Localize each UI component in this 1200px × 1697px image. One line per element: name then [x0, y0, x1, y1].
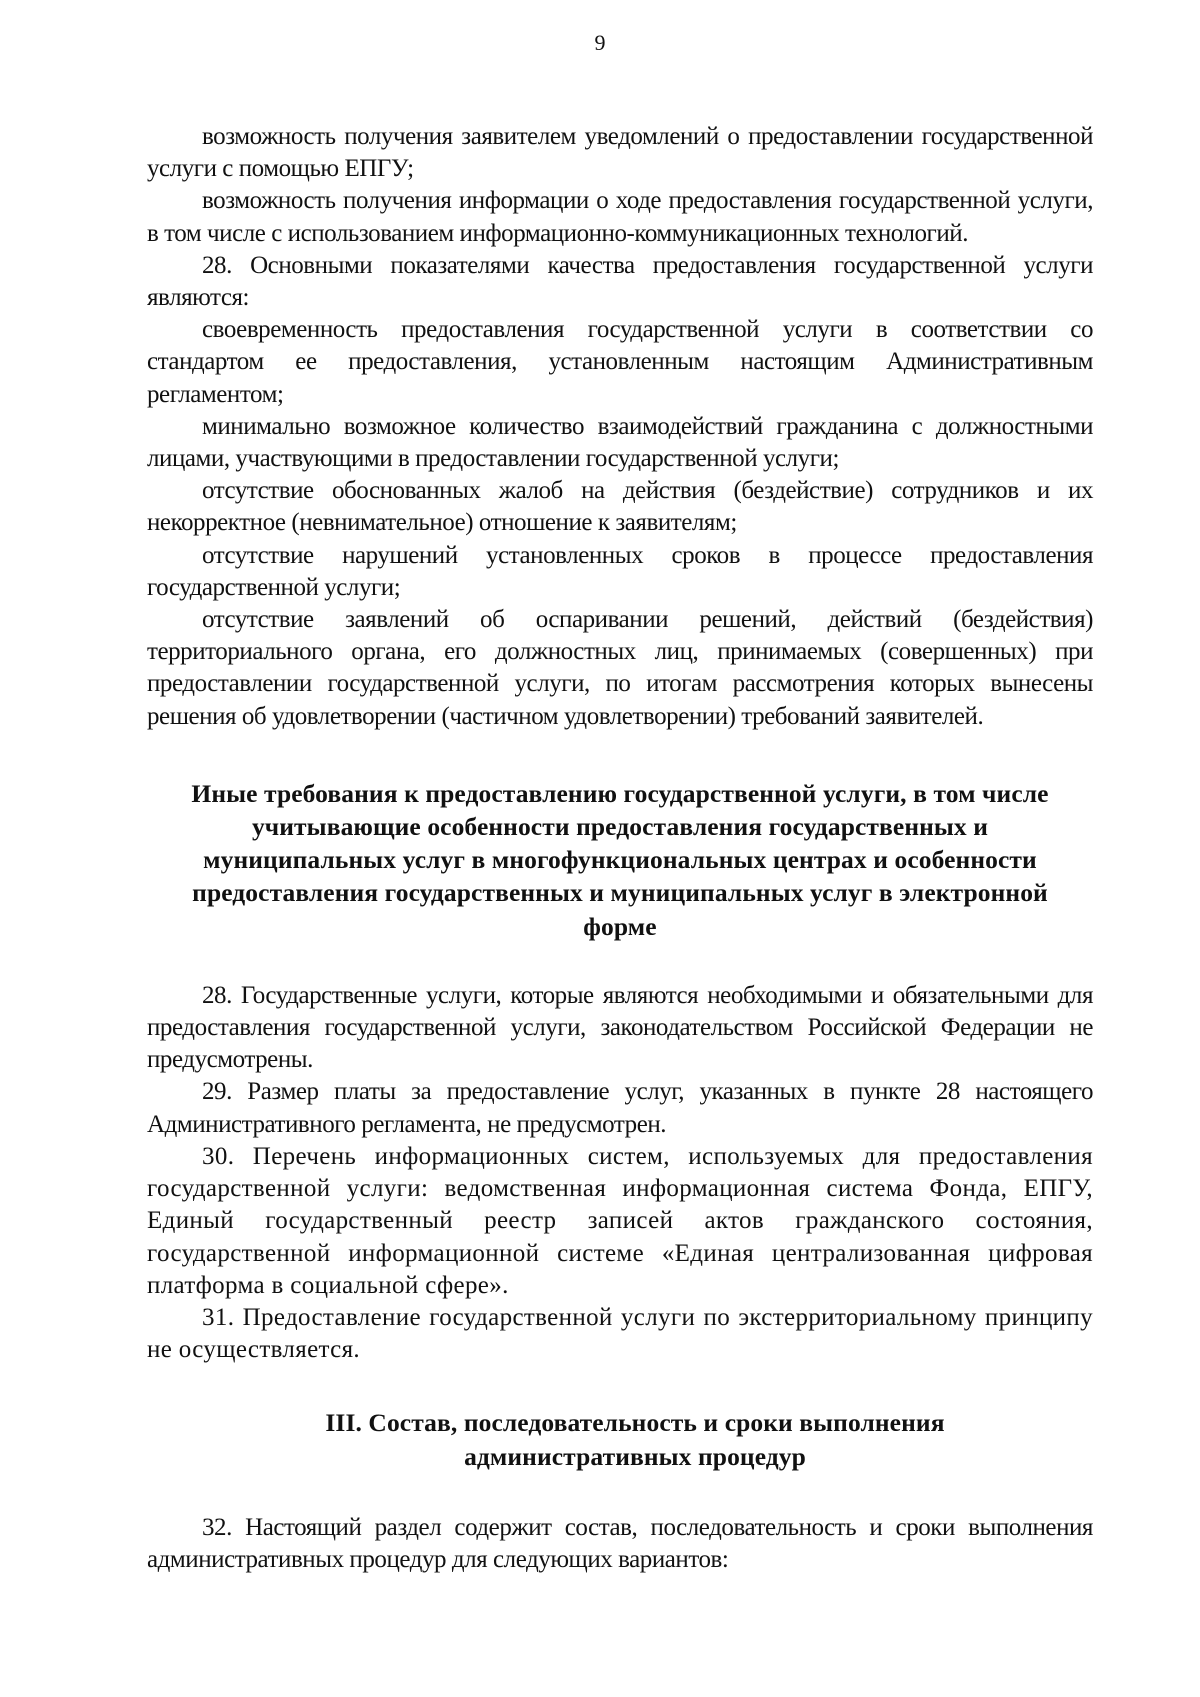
paragraph-no-complaints: отсутствие обоснованных жалоб на действия (бездействие) сотрудников и их некорректное (невнимательное) отношение к заявителям;: [147, 477, 1093, 537]
paragraph-31-extraterritorial: 31. Предоставление государственной услуги по экстерриториальному принципу не осуществляется.: [147, 1303, 1093, 1364]
paragraph-progress-information: возможность получения информации о ходе предоставления государственной услуги, в том числе с использованием информационно-коммуникационных технологий.: [147, 187, 1093, 247]
paragraph-timeliness: своевременность предоставления государственной услуги в соответствии со стандартом ее предоставления, установленным настоящим Административным регламентом;: [147, 316, 1093, 408]
page-number: 9: [594, 30, 606, 55]
paragraph-29-fee: 29. Размер платы за предоставление услуг, указанных в пункте 28 настоящего Административного регламента, не предусмотрен.: [147, 1078, 1093, 1138]
document-body: [147, 121, 1093, 1576]
paragraph-30-information-systems: 30. Перечень информационных систем, используемых для предоставления государственной услуги: ведомственная информационная система Фонда, ЕПГУ, Единый государственный реестр записей актов гражданского состояния, государственной информационной системе «Единая централизованная цифровая платформа в социальной сфере».: [147, 1142, 1093, 1299]
paragraph-32-section-contents: 32. Настоящий раздел содержит состав, последовательность и сроки выполнения административных процедур для следующих вариантов:: [147, 1513, 1093, 1573]
paragraph-no-appeals: отсутствие заявлений об оспаривании решений, действий (бездействия) территориального органа, его должностных лиц, принимаемых (совершенных) при предоставлении государственной услуги, по итогам рассмотрения которых вынесены решения об удовлетворении (частичном удовлетворении) требований заявителей.: [147, 606, 1093, 730]
paragraph-28-necessary-services: 28. Государственные услуги, которые являются необходимыми и обязательными для предоставления государственной услуги, законодательством Российской Федерации не предусмотрены.: [147, 981, 1093, 1074]
heading-other-requirements: Иные требования к предоставлению государственной услуги, в том числе учитывающие особенности предоставления государственных и муниципальных услуг в многофункциональных центрах и особенности предоставления государственных и муниципальных услуг в электронной форме: [191, 778, 1049, 941]
paragraph-no-deadline-violations: отсутствие нарушений установленных сроков в процессе предоставления государственной услуги;: [147, 541, 1093, 601]
heading-section-3: III. Состав, последовательность и сроки выполнения административных процедур: [325, 1408, 945, 1471]
paragraph-minimal-interactions: минимально возможное количество взаимодействий гражданина с должностными лицами, участвующими в предоставлении государственной услуги;: [147, 412, 1093, 473]
paragraph-epgu-notifications: возможность получения заявителем уведомлений о предоставлении государственной услуги с помощью ЕПГУ;: [147, 123, 1093, 183]
paragraph-28-quality-indicators: 28. Основными показателями качества предоставления государственной услуги являются:: [147, 251, 1093, 312]
